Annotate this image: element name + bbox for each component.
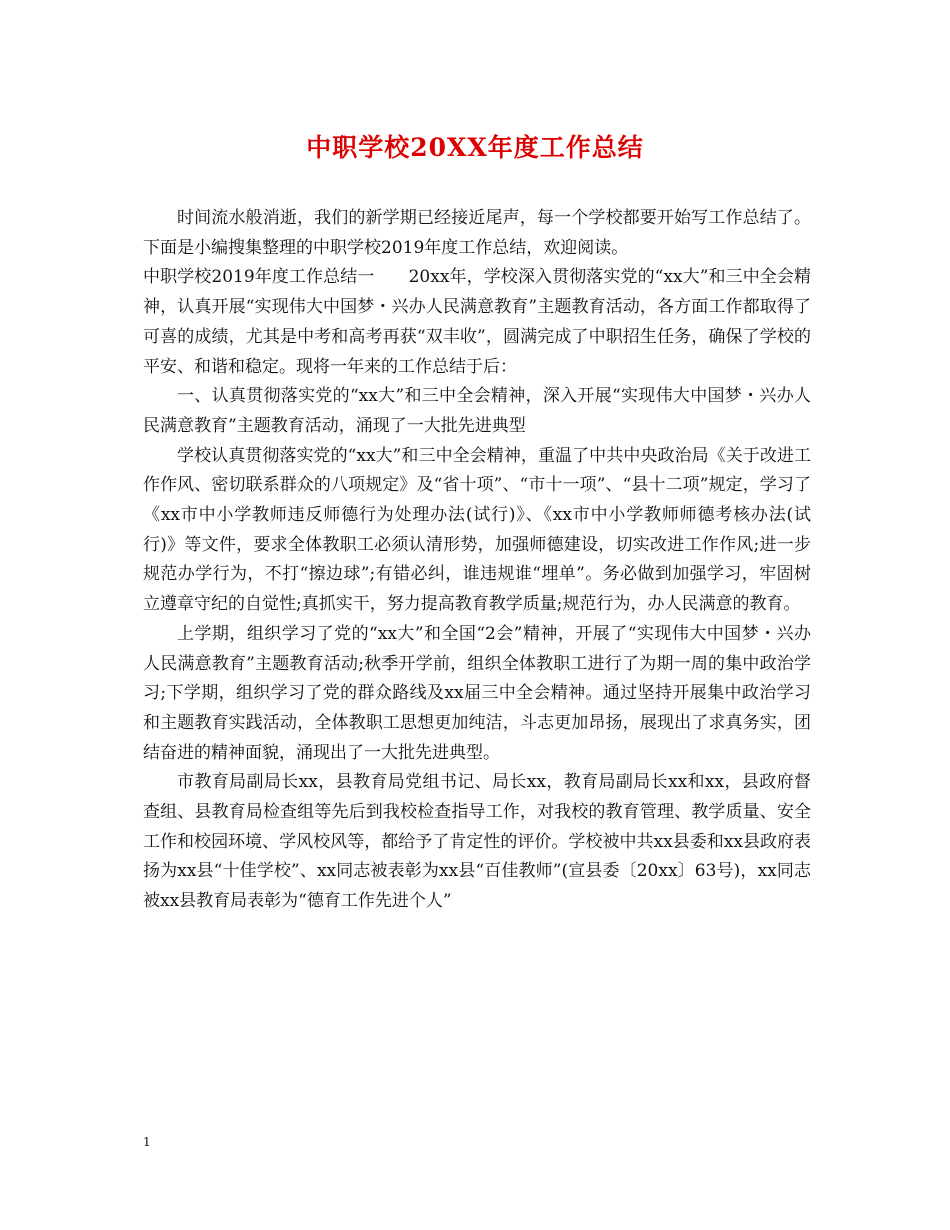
document-body [143, 204, 811, 917]
summary-paragraph-1: 中职学校2019年度工作总结一 20xx年，学校深入贯彻落实党的“xx大”和三中全会精神，认真开展“实现伟大中国梦・兴办人民满意教育”主题教育活动，各方面工作都取得了可喜的成绩，尤其是中考和高考再获“双丰收”，圆满完成了中职招生任务，确保了学校的平安、和谐和稳定。现将一年来的工作总结于后： [143, 267, 811, 377]
section-heading-1: 一、认真贯彻落实党的“xx大”和三中全会精神，深入开展“实现伟大中国梦・兴办人民满意教育”主题教育活动，涌现了一大批先进典型 [143, 386, 811, 436]
body-paragraph-3: 上学期，组织学习了党的“xx大”和全国“2会”精神，开展了“实现伟大中国梦・兴办人民满意教育”主题教育活动;秋季开学前，组织全体教职工进行了为期一周的集中政治学习;下学期，组织学习了党的群众路线及xx届三中全会精神。通过坚持开展集中政治学习和主题教育实践活动，全体教职工思想更加纯洁，斗志更加昂扬，展现出了求真务实，团结奋进的精神面貌，涌现出了一大批先进典型。 [143, 623, 811, 763]
body-paragraph-2: 学校认真贯彻落实党的“xx大”和三中全会精神，重温了中共中央政治局《关于改进工作作风、密切联系群众的八项规定》及“省十项”、“市十一项”、“县十二项”规定，学习了《xx市中小学教师违反师德行为处理办法(试行)》、《xx市中小学教师师德考核办法(试行)》等文件，要求全体教职工必须认清形势，加强师德建设，切实改进工作作风;进一步规范办学行为，不打“擦边球”;有错必纠，谁违规谁“埋单”。务必做到加强学习，牢固树立遵章守纪的自觉性;真抓实干，努力提高教育教学质量;规范行为，办人民满意的教育。 [143, 445, 811, 615]
body-paragraph-4: 市教育局副局长xx，县教育局党组书记、局长xx，教育局副局长xx和xx，县政府督查组、县教育局检查组等先后到我校检查指导工作，对我校的教育管理、教学质量、安全工作和校园环境、学风校风等，都给予了肯定性的评价。学校被中共xx县委和xx县政府表扬为xx县“十佳学校”、xx同志被表彰为xx县“百佳教师”(宣县委〔20xx〕63号)，xx同志被xx县教育局表彰为“德育工作先进个人” [143, 772, 811, 912]
page-number: 1 [143, 1135, 151, 1149]
intro-paragraph: 时间流水般消逝，我们的新学期已经接近尾声，每一个学校都要开始写工作总结了。下面是小编搜集整理的中职学校2019年度工作总结，欢迎阅读。 [143, 208, 811, 258]
document-title: 中职学校20XX年度工作总结 [306, 133, 644, 162]
